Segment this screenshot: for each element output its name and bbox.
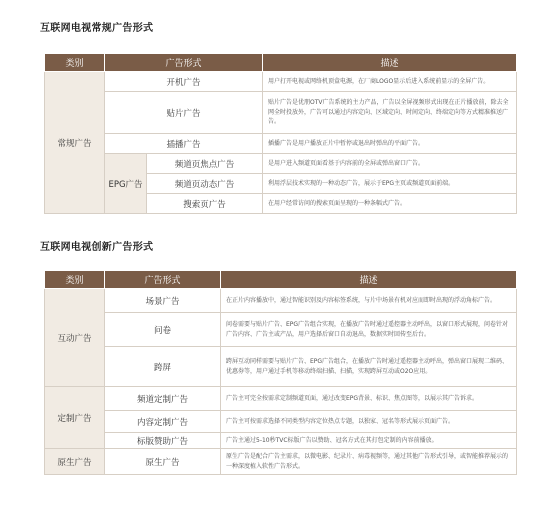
description-cell: 广告主通过5-10秒TVC标版广告以赞助、冠名方式在其打包定制的内容前播放。 xyxy=(221,433,517,449)
table-row xyxy=(45,313,517,347)
description-cell: 插播广告是用户播放正片中暂停或退出时弹出的平面广告。 xyxy=(263,134,517,154)
format-cell: 插播广告 xyxy=(105,134,263,154)
description-cell: 在正片内容播放中，通过智能识别及内容标签系统，与片中场景有机对应而即时出现的浮动角标广告。 xyxy=(221,289,517,313)
table-row xyxy=(45,92,517,134)
description-cell: 问卷需要与贴片广告、EPG广告组合实现，在播放广告时通过遥控器主动呼出，以窗口形式展现，问卷针对广告内容、广告主或产品，用户选择后窗口自动退出，数据实时回传至后台。 xyxy=(221,313,517,347)
table-row xyxy=(45,72,517,92)
table-header-row xyxy=(45,54,517,72)
format-cell: 跨屏 xyxy=(105,347,221,387)
epg-subcategory-cell: EPG广告 xyxy=(105,154,147,214)
format-cell: 标版赞助广告 xyxy=(105,433,221,449)
table-row xyxy=(45,449,517,475)
section-title-regular: 互联网电视常规广告形式 xyxy=(40,23,154,34)
format-cell: 贴片广告 xyxy=(105,92,263,134)
table-row xyxy=(45,387,517,411)
innovative-ads-table xyxy=(44,270,517,475)
description-cell: 广告主可完全按需求定制频道页面，通过改变EPG背景、标识、焦点图等，以展示其广告诉求。 xyxy=(221,387,517,411)
regular-ads-table xyxy=(44,53,517,214)
format-cell: 频道定制广告 xyxy=(105,387,221,411)
section-title-innovative: 互联网电视创新广告形式 xyxy=(40,242,154,253)
category-cell: 定制广告 xyxy=(45,387,105,449)
format-cell: 开机广告 xyxy=(105,72,263,92)
header-format: 广告形式 xyxy=(105,54,263,72)
format-cell: 内容定制广告 xyxy=(105,411,221,433)
description-cell: 跨屏互动同样需要与贴片广告、EPG广告组合，在播放广告时通过遥控器主动呼出，弹出窗口展现二维码、优惠券等，用户通过手机等移动终端扫描、扫描，实现跨屏互动或O2O应用。 xyxy=(221,347,517,387)
header-category: 类别 xyxy=(45,54,105,72)
table-row xyxy=(45,134,517,154)
header-format: 广告形式 xyxy=(105,271,221,289)
category-cell: 常规广告 xyxy=(45,72,105,214)
format-cell: 问卷 xyxy=(105,313,221,347)
description-cell: 在用户经常访问的搜索页面呈现的一种条幅式广告。 xyxy=(263,194,517,214)
table-row xyxy=(45,154,517,174)
category-cell: 互动广告 xyxy=(45,289,105,387)
header-description: 描述 xyxy=(221,271,517,289)
description-cell: 广告主可按需求选择不同类型内容定位热点专题，以独家、冠名等形式展示页面广告。 xyxy=(221,411,517,433)
table-row xyxy=(45,411,517,433)
description-cell: 是用户进入频道页面看基于内容前的全屏或弹出窗口广告。 xyxy=(263,154,517,174)
format-cell: 频道页焦点广告 xyxy=(147,154,263,174)
description-cell: 贴片广告是优朋OTV广告系统的主力产品，广告以全屏视频形式出现在正片播放前，除去全网全时投放外，广告可以通过内容定向、区域定向、时间定向、终端定向等方式精准推送广告。 xyxy=(263,92,517,134)
description-cell: 原生广告是配合广告主需求，以微电影、纪录片、病毒视频等，通过其他广告形式引导，或智能推荐展示的一种深度植入软性广告形式。 xyxy=(221,449,517,475)
table-row xyxy=(45,289,517,313)
header-category: 类别 xyxy=(45,271,105,289)
table-header-row xyxy=(45,271,517,289)
description-cell: 用户打开电视或网络机顶盒电源，在厂商LOGO显示后进入系统前显示的全屏广告。 xyxy=(263,72,517,92)
description-cell: 利用浮层技术实现的一种动态广告，展示于EPG主页或频道页面前端。 xyxy=(263,174,517,194)
format-cell: 频道页动态广告 xyxy=(147,174,263,194)
format-cell: 场景广告 xyxy=(105,289,221,313)
category-cell: 原生广告 xyxy=(45,449,105,475)
table-row xyxy=(45,347,517,387)
header-description: 描述 xyxy=(263,54,517,72)
table-row xyxy=(45,433,517,449)
format-cell: 搜索页广告 xyxy=(147,194,263,214)
format-cell: 原生广告 xyxy=(105,449,221,475)
